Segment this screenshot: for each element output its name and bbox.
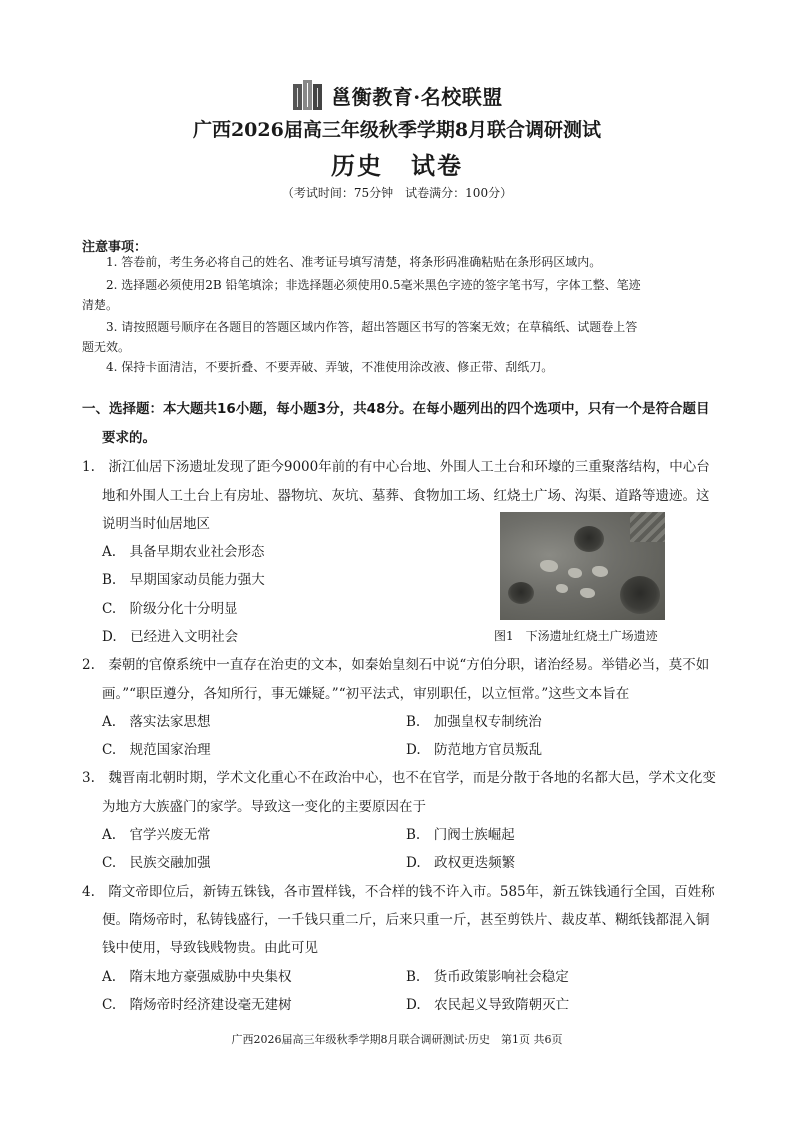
q3-stem-2: 为地方大族盛门的家学。导致这一变化的主要原因在于: [102, 799, 426, 815]
subject-name: 历史: [331, 151, 383, 180]
page-footer: 广西2026届高三年级秋季学期8月联合调研测试·历史 第1页 共6页: [231, 1033, 563, 1046]
exam-title: 广西2026届高三年级秋季学期8月联合调研测试: [192, 119, 602, 141]
book-logo-icon: [291, 78, 325, 112]
q2-option-a: A. 落实法家思想: [102, 714, 211, 730]
section-1-heading-cont: 要求的。: [102, 430, 156, 446]
q1-option-d: D. 已经进入文明社会: [102, 629, 239, 645]
q3-stem: 3. 魏晋南北朝时期，学术文化重心不在政治中心，也不在官学，而是分散于各地的名都大邑，学术文化变: [82, 770, 716, 786]
q2-option-b: B. 加强皇权专制统治: [406, 714, 542, 730]
q3-option-d: D. 政权更迭频繁: [406, 855, 516, 871]
q1-option-a: A. 具备早期农业社会形态: [102, 544, 265, 560]
q2-stem: 2. 秦朝的官僚系统中一直存在治吏的文本，如秦始皇刻石中说“方伯分职，诸治经易。举错必当，莫不如: [82, 657, 710, 673]
q4-option-d: D. 农民起义导致隋朝灭亡: [406, 997, 570, 1013]
subject-suffix: 试卷: [411, 151, 463, 180]
q2-stem-2: 画。”“职臣遵分，各知所行，事无嫌疑。”“初平法式，审别职任，以立恒常。”这些文本旨在: [102, 686, 630, 702]
q3-option-c: C. 民族交融加强: [102, 855, 211, 871]
notice-item-1: 1. 答卷前，考生务必将自己的姓名、准考证号填写清楚，将条形码准确粘贴在条形码区域内。: [106, 255, 602, 269]
brand-name: 邕衡教育·名校联盟: [331, 84, 503, 109]
q4-option-c: C. 隋炀帝时经济建设毫无建树: [102, 997, 292, 1013]
section-1-heading: 一、选择题：本大题共16小题，每小题3分，共48分。在每小题列出的四个选项中，只有一个是符合题目: [82, 401, 710, 417]
q1-option-c: C. 阶级分化十分明显: [102, 601, 238, 617]
header-brand: [0, 78, 794, 114]
notice-item-3-cont: 题无效。: [82, 340, 131, 354]
q2-option-c: C. 规范国家治理: [102, 742, 211, 758]
excavation-site-photo: [500, 512, 665, 620]
q1-stem: 1. 浙江仙居下汤遗址发现了距今9000年前的有中心台地、外围人工土台和环壕的三重聚落结构，中心台: [82, 459, 710, 475]
figure-1-caption: 图1 下汤遗址红烧土广场遗迹: [494, 629, 658, 643]
q1-stem-3: 说明当时仙居地区: [102, 516, 210, 532]
notice-item-2: 2. 选择题必须使用2B 铅笔填涂；非选择题必须使用0.5毫米黑色字迹的签字笔书写，字体工整、笔迹: [106, 278, 641, 292]
q4-option-b: B. 货币政策影响社会稳定: [406, 969, 569, 985]
q4-stem: 4. 隋文帝即位后，新铸五铢钱，各市置样钱，不合样的钱不许入市。585年，新五铢钱通行全国，百姓称: [82, 884, 715, 900]
q4-stem-2: 便。隋炀帝时，私铸钱盛行，一千钱只重二斤，后来只重一斤，甚至剪铁片、裁皮革、糊纸钱都混入铜: [102, 912, 710, 928]
q4-stem-3: 钱中使用，导致钱贱物贵。由此可见: [102, 940, 318, 956]
exam-info: （考试时间：75分钟 试卷满分：100分）: [281, 186, 513, 200]
notice-item-2-cont: 清楚。: [82, 298, 119, 312]
notice-item-4: 4. 保持卡面清洁，不要折叠、不要弄破、弄皱，不准使用涂改液、修正带、刮纸刀。: [106, 360, 554, 374]
q4-option-a: A. 隋末地方豪强威胁中央集权: [102, 969, 292, 985]
notice-item-3: 3. 请按照题号顺序在各题目的答题区域内作答，超出答题区书写的答案无效；在草稿纸、试题卷上答: [106, 320, 638, 334]
q3-option-a: A. 官学兴废无常: [102, 827, 211, 843]
q1-option-b: B. 早期国家动员能力强大: [102, 572, 265, 588]
subject-title: [0, 146, 794, 181]
notice-heading: 注意事项：: [82, 240, 148, 255]
q3-option-b: B. 门阀士族崛起: [406, 827, 515, 843]
q1-stem-2: 地和外围人工土台上有房址、器物坑、灰坑、墓葬、食物加工场、红烧土广场、沟渠、道路等遗迹。这: [102, 488, 710, 504]
q2-option-d: D. 防范地方官员叛乱: [406, 742, 543, 758]
